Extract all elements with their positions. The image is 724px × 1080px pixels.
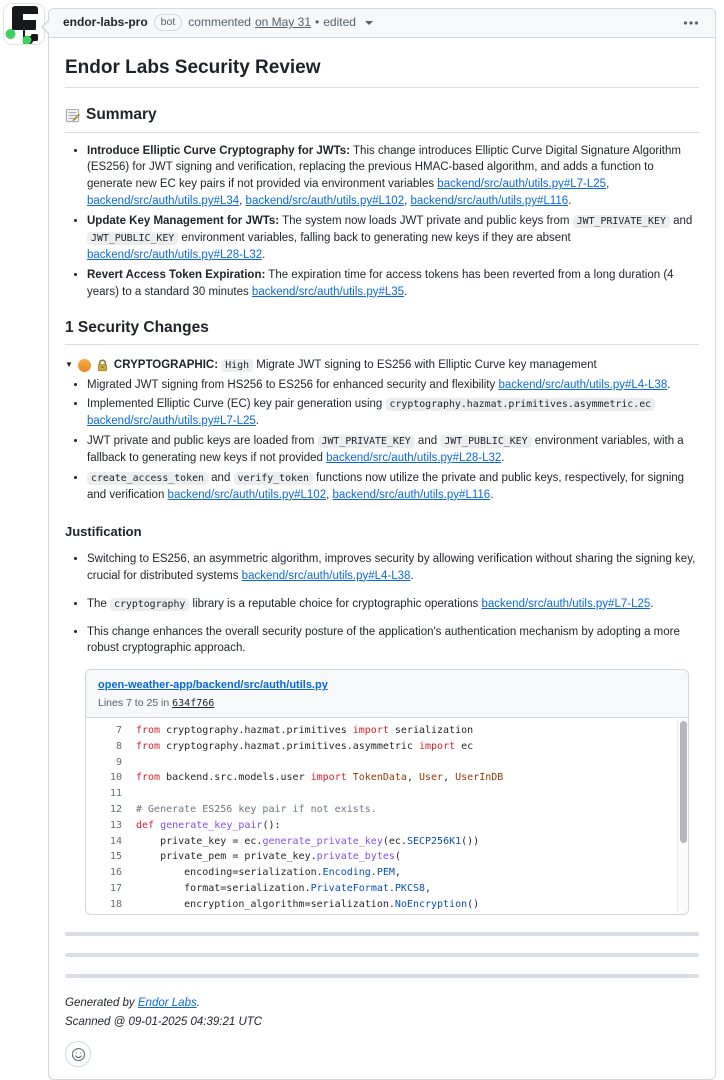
- inline-link[interactable]: backend/src/auth/utils.py#L4-L38: [498, 378, 668, 391]
- code-scrollbar[interactable]: [677, 719, 688, 913]
- inline-link[interactable]: backend/src/auth/utils.py#L7-L25: [437, 178, 607, 191]
- line-number: 17: [109, 882, 122, 894]
- line-number: 10: [109, 772, 122, 784]
- line-number: 14: [109, 835, 122, 847]
- chevron-down-icon[interactable]: [365, 21, 373, 25]
- code-line: 17 format=serialization.PrivateFormat.PKCS8,: [86, 881, 676, 897]
- code-snippet-card: [85, 669, 689, 914]
- list-item: • create_access_token and verify_token functions now utilize the private and public keys, respectively, for signing and verification backend/src/auth/utils.py#L102, backend/src/auth/utils.py#L116.: [87, 470, 699, 504]
- comment-action-label: commented: [188, 15, 251, 29]
- triangle-down-icon: ▼: [65, 360, 73, 370]
- inline-link[interactable]: Endor Labs: [137, 996, 197, 1009]
- code-line: 13 def generate_key_pair():: [86, 818, 676, 834]
- add-reaction-button[interactable]: [65, 1041, 91, 1067]
- list-item: • Update Key Management for JWTs: The system now loads JWT private and public keys from JWT_PRIVATE_KEY and JWT_PUBLIC_KEY environment variables, falling back to generating new keys if they are absent backend/src/auth/utils.py#L28-L32.: [87, 213, 699, 264]
- line-number: 8: [115, 740, 122, 752]
- inline-link[interactable]: backend/src/auth/utils.py#L102: [245, 195, 405, 208]
- finding-title: CRYPTOGRAPHIC: High Migrate JWT signing to ES256 with Elliptic Curve key management: [113, 358, 597, 371]
- orange-circle-icon: [78, 359, 91, 372]
- line-number: 16: [109, 867, 122, 879]
- inline-link[interactable]: backend/src/auth/utils.py#L7-L25: [481, 597, 651, 610]
- inline-link[interactable]: backend/src/auth/utils.py#L116: [332, 488, 491, 501]
- line-number: 13: [109, 819, 122, 831]
- divider: [65, 974, 699, 978]
- comment-body: [49, 38, 715, 1080]
- comment-card: [48, 8, 716, 1080]
- finding-details: [65, 357, 699, 504]
- line-number: 12: [109, 803, 122, 815]
- finding-toggle[interactable]: [65, 357, 699, 374]
- list-item: • Implemented Elliptic Curve (EC) key pair generation using cryptography.hazmat.primitives.asymmetric.ec backend/src/auth/utils.py#L7-L25.: [87, 396, 699, 430]
- code-snippet-meta: [98, 696, 676, 712]
- line-number: 18: [109, 898, 122, 910]
- code-line: 12 # Generate ES256 key pair if not exists.: [86, 802, 676, 818]
- kebab-menu-button[interactable]: [681, 16, 701, 30]
- code-viewer: [86, 718, 688, 914]
- line-number: 9: [115, 756, 122, 768]
- list-item: • The cryptography library is a reputable choice for cryptographic operations backend/src/auth/utils.py#L7-L25.: [87, 596, 699, 613]
- list-item: • JWT private and public keys are loaded from JWT_PRIVATE_KEY and JWT_PUBLIC_KEY environment variables, with a fallback to generating new keys if not provided backend/src/auth/utils.py#L28-L32.: [87, 433, 699, 467]
- list-item: • Switching to ES256, an asymmetric algorithm, improves security by allowing verification without sharing the signing key, crucial for distributed systems backend/src/auth/utils.py#L4-L38.: [87, 551, 699, 585]
- memo-icon: [65, 108, 80, 123]
- inline-link[interactable]: backend/src/auth/utils.py#L28-L32: [87, 248, 263, 261]
- code-snippet-header: [86, 670, 688, 718]
- code-line: 7 from cryptography.hazmat.primitives import serialization: [86, 723, 676, 739]
- edited-label[interactable]: edited: [323, 15, 356, 29]
- kebab-horizontal-icon: [683, 18, 699, 28]
- list-item: • Migrated JWT signing from HS256 to ES256 for enhanced security and flexibility backend/src/auth/utils.py#L4-L38.: [87, 377, 699, 394]
- code-line: [86, 755, 676, 771]
- scrollbar-thumb[interactable]: [680, 721, 687, 843]
- header-separator: •: [315, 15, 320, 29]
- justification-heading: Justification: [65, 523, 142, 539]
- code-line: 18 encryption_algorithm=serialization.NoEncryption(): [86, 897, 676, 913]
- endor-labs-logo-icon: [4, 4, 44, 44]
- inline-link[interactable]: backend/src/auth/utils.py#L35: [251, 285, 405, 298]
- comment-author[interactable]: endor-labs-pro: [63, 15, 148, 29]
- inline-link[interactable]: backend/src/auth/utils.py#L7-L25: [87, 415, 256, 428]
- code-line: 15 private_pem = private_key.private_bytes(: [86, 849, 676, 865]
- summary-list: [65, 143, 699, 301]
- smiley-icon: [71, 1047, 86, 1062]
- scanned-timestamp: Scanned @ 09-01-2025 04:39:21 UTC: [65, 1016, 263, 1029]
- line-number: 15: [109, 851, 122, 863]
- generated-by-line: Generated by Endor Labs.: [65, 996, 200, 1009]
- security-changes-heading: 1 Security Changes: [65, 318, 699, 345]
- summary-heading: [65, 105, 699, 132]
- line-number: 7: [115, 724, 122, 736]
- justification-list: [65, 551, 699, 657]
- inline-link[interactable]: backend/src/auth/utils.py#L102: [167, 488, 327, 501]
- lines-range-label: Lines 7 to 25 in: [98, 697, 173, 710]
- comment-timestamp-link[interactable]: on May 31: [254, 15, 312, 29]
- inline-link[interactable]: backend/src/auth/utils.py#L116: [410, 195, 569, 208]
- code-line: 14 private_key = ec.generate_private_key(ec.SECP256K1()): [86, 834, 676, 850]
- code-line: 16 encoding=serialization.Encoding.PEM,: [86, 865, 676, 881]
- inline-link[interactable]: backend/src/auth/utils.py#L28-L32: [326, 452, 502, 465]
- inline-link[interactable]: backend/src/auth/utils.py#L4-L38: [241, 569, 411, 582]
- bot-badge: bot: [154, 14, 183, 31]
- line-number: 11: [109, 788, 122, 800]
- finding-list: [65, 377, 699, 504]
- code-line: 10 from backend.src.models.user import TokenData, User, UserInDB: [86, 770, 676, 786]
- lock-icon: [96, 359, 109, 372]
- file-path-link[interactable]: open-weather-app/backend/src/auth/utils.py: [98, 679, 328, 692]
- inline-link[interactable]: backend/src/auth/utils.py#L34: [87, 195, 240, 208]
- list-item: • Revert Access Token Expiration: The expiration time for access tokens has been reverted from a long duration (4 years) to a standard 30 minutes backend/src/auth/utils.py#L35.: [87, 267, 699, 301]
- comment-header: [49, 9, 715, 38]
- avatar[interactable]: [4, 4, 44, 44]
- summary-heading-label: Summary: [86, 106, 157, 124]
- commit-sha-link[interactable]: 634f766: [172, 698, 215, 710]
- list-item: • Introduce Elliptic Curve Cryptography for JWTs: This change introduces Elliptic Curve Digital Signature Algorithm (ES256) for JWT signing and verification, replacing the previous HMAC-based algorithm, and adds a function to generate new EC key pairs if not provided via environment variables backend/src/auth/utils.py#L7-L25, backend/src/auth/utils.py#L34, backend/src/auth/utils.py#L102, backend/src/auth/utils.py#L116.: [87, 143, 699, 211]
- code-line: [86, 786, 676, 802]
- list-item: • This change enhances the overall security posture of the application's authentication mechanism by adopting a more robust cryptographic approach.: [87, 624, 699, 658]
- divider: [65, 932, 699, 936]
- code-line: 8 from cryptography.hazmat.primitives.asymmetric import ec: [86, 739, 676, 755]
- divider: [65, 953, 699, 957]
- page-title: Endor Labs Security Review: [65, 56, 699, 89]
